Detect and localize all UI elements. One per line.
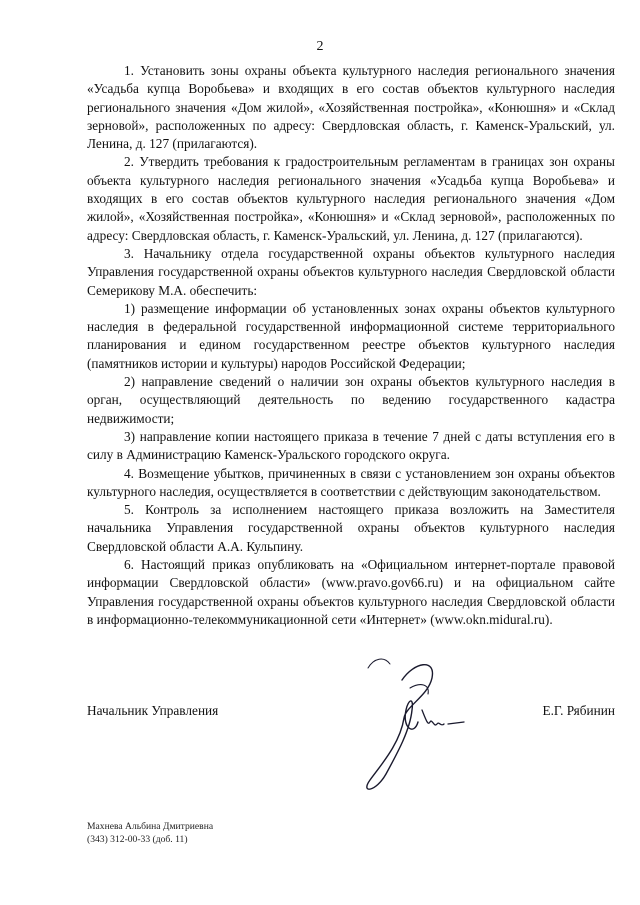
paragraph-6: 6. Настоящий приказ опубликовать на «Официальном интернет-портале правовой информации Свердловской области» (www.pravo.gov66.ru) и на официальном сайте Управления государственной охраны объектов культурного наследия Свердловской области в информационно-телекоммуникационной сети «Интернет» (www.okn.midural.ru). bbox=[87, 557, 615, 627]
signatory-title: Начальник Управления bbox=[87, 703, 219, 718]
document-body bbox=[87, 62, 615, 629]
subparagraph-3-1: 1) размещение информации об установленных зонах охраны объектов культурного наследия в федеральной государственной информационной системе территориального планирования и едином государственном реестре объектов культурного наследия (памятников истории и культуры) народов Российской Федерации; bbox=[87, 300, 615, 371]
paragraph-2: 2. Утвердить требования к градостроительным регламентам в границах зон охраны объекта культурного наследия регионального значения «Усадьба купца Воробьева» и входящих в его состав объектов культурного наследия регионального значения «Дом жилой», «Хозяйственная постройка», «Конюшня» и «Склад зерновой», расположенных по адресу: Свердловская область, г. Каменск-Уральский, ул. Ленина, д. 127 (прилагаются). bbox=[87, 154, 615, 243]
paragraph-3: 3. Начальнику отдела государственной охраны объектов культурного наследия Управления государственной охраны объектов культурного наследия Свердловской области Семерикову М.А. обеспечить: bbox=[87, 245, 615, 298]
executor-footer bbox=[87, 820, 213, 846]
executor-phone: (343) 312-00-33 (доб. 11) bbox=[87, 834, 188, 845]
paragraph-1: 1. Установить зоны охраны объекта культурного наследия регионального значения «Усадьба купца Воробьева» и входящих в его состав объектов культурного наследия регионального значения «Дом жилой», «Хозяйственная постройка», «Конюшня» и «Склад зерновой», расположенных по адресу: Свердловская область, г. Каменск-Уральский, ул. Ленина, д. 127 (прилагаются). bbox=[87, 63, 615, 152]
subparagraph-3-3: 3) направление копии настоящего приказа в течение 7 дней с даты вступления его в силу в Администрацию Каменск-Уральского городского округа. bbox=[87, 428, 615, 463]
paragraph-4: 4. Возмещение убытков, причиненных в связи с установлением зон охраны объектов культурного наследия, осуществляется в соответствии с действующим законодательством. bbox=[87, 465, 615, 499]
executor-name: Махнева Альбина Дмитриевна bbox=[87, 821, 214, 832]
paragraph-5: 5. Контроль за исполнением настоящего приказа возложить на Заместителя начальника Управления государственной охраны объектов культурного наследия Свердловской области А.А. Кульпину. bbox=[87, 502, 615, 554]
subparagraph-3-2: 2) направление сведений о наличии зон охраны объектов культурного наследия в орган, осуществляющий деятельность по ведению государственного кадастра недвижимости; bbox=[87, 374, 615, 426]
page-number: 2 bbox=[316, 39, 324, 54]
signatory-name: Е.Г. Рябинин bbox=[542, 703, 615, 718]
handwritten-signature bbox=[340, 648, 480, 798]
